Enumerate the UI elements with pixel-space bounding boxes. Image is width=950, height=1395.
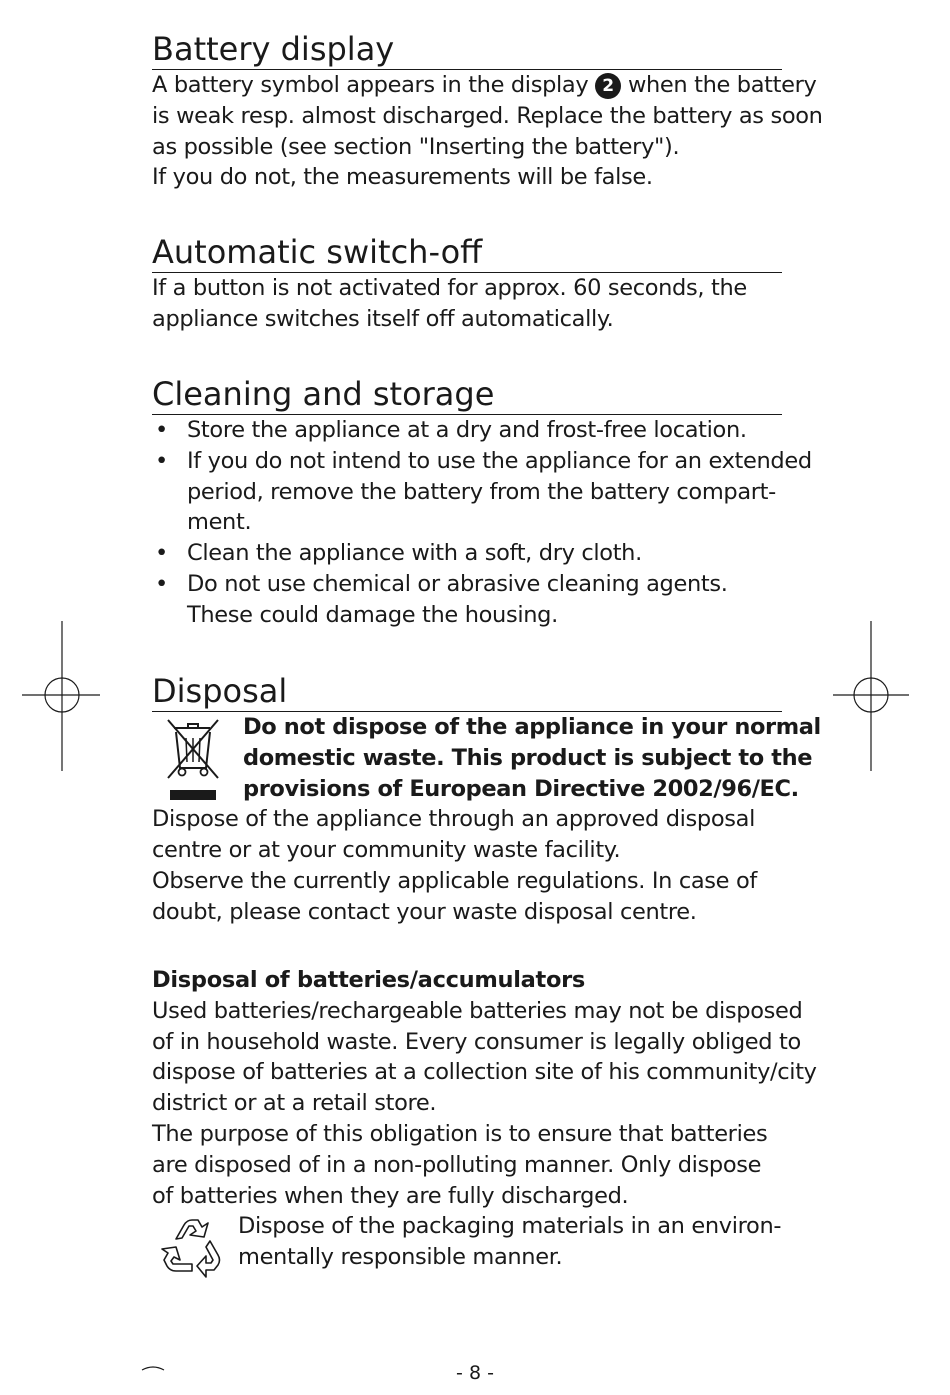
- disposal-warning: [152, 712, 821, 804]
- battery-display-section: [152, 30, 823, 193]
- battery-disposal-section: [152, 965, 817, 1273]
- text-line: appliance switches itself off automatically.: [152, 305, 614, 332]
- disposal-heading: Disposal: [152, 673, 782, 712]
- battery-display-text: [152, 70, 823, 193]
- text-line: Used batteries/rechargeable batteries may not be disposed: [152, 997, 803, 1024]
- recycling-icon: [154, 1213, 228, 1281]
- text-line: Dispose of the appliance through an approved disposal: [152, 806, 755, 833]
- cleaning-bullet-list: [152, 415, 812, 631]
- bullet-item: [152, 446, 812, 538]
- bullet-symbol: •: [155, 570, 168, 597]
- registration-mark-left: [22, 621, 102, 771]
- automatic-switch-off-text: [152, 273, 782, 335]
- bullet-item: [152, 538, 782, 569]
- disposal-text: [152, 804, 782, 927]
- automatic-switch-off-section: [152, 234, 782, 335]
- text-line: of batteries when they are fully discharged.: [152, 1182, 629, 1209]
- battery-line-end: when the battery: [627, 72, 817, 98]
- crossed-out-wheelie-bin-icon: [164, 716, 224, 804]
- text-line: The purpose of this obligation is to ensure that batteries: [152, 1120, 768, 1147]
- text-line: are disposed of in a non-polluting manner. Only dispose: [152, 1151, 762, 1178]
- text-line: If you do not, the measurements will be false.: [152, 164, 653, 191]
- text-line: district or at a retail store.: [152, 1090, 437, 1117]
- bullet-symbol: •: [155, 417, 168, 443]
- text-line: If you do not intend to use the appliance for an extended: [187, 447, 812, 474]
- registration-mark-right: [833, 621, 913, 771]
- text-line: If a button is not activated for approx. 60 seconds, the: [152, 275, 747, 301]
- text-line: Dispose of the packaging materials in an environ-: [238, 1213, 782, 1240]
- text-line: as possible (see section "Inserting the battery").: [152, 133, 680, 160]
- display-reference-badge: 2: [595, 73, 621, 99]
- disposal-warning-line: Do not dispose of the appliance in your normal: [243, 714, 821, 740]
- text-line: doubt, please contact your waste disposal centre.: [152, 898, 697, 925]
- text-line: Store the appliance at a dry and frost-free location.: [187, 417, 747, 443]
- automatic-switch-off-heading: Automatic switch-off: [152, 234, 782, 273]
- text-line: mentally responsible manner.: [238, 1244, 563, 1271]
- bullet-item: [152, 415, 782, 446]
- text-line: Clean the appliance with a soft, dry cloth.: [187, 540, 642, 567]
- battery-disposal-heading: Disposal of batteries/accumulators: [152, 967, 586, 993]
- bullet-symbol: •: [155, 447, 168, 474]
- text-line: ment.: [187, 509, 252, 536]
- text-line: dispose of batteries at a collection site of his community/city: [152, 1059, 817, 1086]
- cleaning-storage-section: [152, 375, 812, 631]
- battery-line-start: A battery symbol appears in the display: [152, 72, 589, 98]
- text-line: Do not use chemical or abrasive cleaning agents.: [187, 570, 728, 597]
- battery-display-first-line: [152, 70, 817, 101]
- cleaning-storage-heading: Cleaning and storage: [152, 376, 782, 415]
- battery-disposal-text: [152, 996, 817, 1212]
- text-line: These could damage the housing.: [187, 601, 558, 628]
- text-line: of in household waste. Every consumer is legally obliged to: [152, 1028, 801, 1055]
- bullet-symbol: •: [155, 540, 168, 567]
- text-line: centre or at your community waste facility.: [152, 837, 621, 864]
- text-line: Observe the currently applicable regulations. In case of: [152, 867, 757, 894]
- bullet-item: [152, 569, 782, 631]
- disposal-warning-line: domestic waste. This product is subject to the: [243, 744, 813, 771]
- packaging-disposal-note: [152, 1211, 782, 1273]
- disposal-section: [152, 672, 821, 928]
- text-line: is weak resp. almost discharged. Replace the battery as soon: [152, 102, 823, 129]
- text-line: period, remove the battery from the battery compart-: [187, 478, 776, 505]
- disposal-warning-line: provisions of European Directive 2002/96/EC.: [243, 775, 799, 802]
- battery-display-heading: Battery display: [152, 31, 782, 70]
- page-number: - 8 -: [456, 1362, 494, 1384]
